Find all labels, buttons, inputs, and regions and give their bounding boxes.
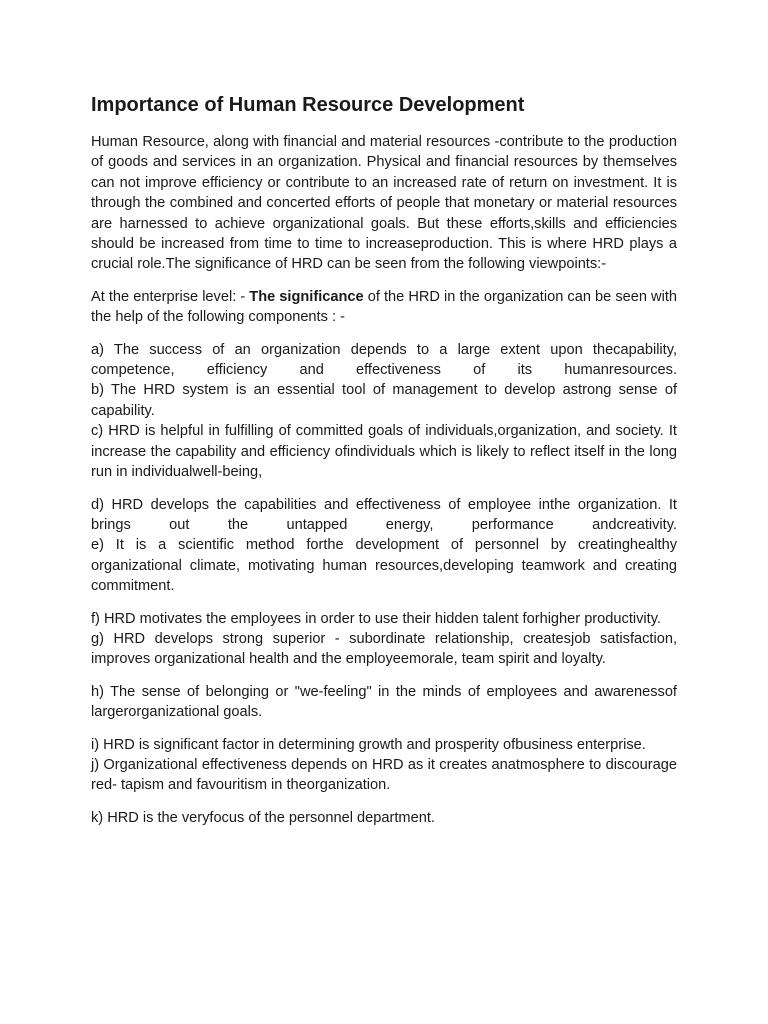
components-group-1 bbox=[91, 340, 677, 483]
item-e: e) It is a scientific method forthe development of personnel by creatinghealthy organizational climate, motivating human resources,developing teamwork and creating commitment. bbox=[91, 537, 677, 595]
item-d-line-1: d) HRD develops the capabilities and effectiveness of employee inthe organization. It bbox=[91, 496, 677, 513]
item-i: i) HRD is significant factor in determining growth and prosperity ofbusiness enterprise. bbox=[91, 736, 646, 753]
components-group-6 bbox=[91, 808, 677, 828]
item-j: j) Organizational effectiveness depends on HRD as it creates anatmosphere to discourage red- tapism and favouritism in theorganization. bbox=[91, 756, 677, 794]
item-b: b) The HRD system is an essential tool of management to develop astrong sense of capability. bbox=[91, 382, 677, 419]
components-group-5 bbox=[91, 735, 677, 796]
components-group-3 bbox=[91, 609, 677, 670]
enterprise-bold-text: The significance bbox=[249, 288, 364, 305]
components-group-2 bbox=[91, 495, 677, 597]
item-a-line-1: a) The success of an organization depends to a large extent upon thecapability, bbox=[91, 341, 677, 358]
item-f: f) HRD motivates the employees in order to use their hidden talent forhigher productivity. bbox=[91, 610, 661, 627]
enterprise-prefix: At the enterprise level: - bbox=[91, 288, 250, 305]
item-c: c) HRD is helpful in fulfilling of committed goals of individuals,organization, and society. It increase the capability and efficiency ofindividuals which is likely to reflect itself in the long run in individualwell-being, bbox=[91, 423, 677, 481]
enterprise-paragraph bbox=[91, 287, 677, 328]
item-h: h) The sense of belonging or "we-feeling" in the minds of employees and awarenessof largerorganizational goals. bbox=[91, 683, 677, 721]
components-group-4 bbox=[91, 682, 677, 723]
item-a-line-2: competence, efficiency and effectiveness of its humanresources. bbox=[91, 362, 677, 379]
document-page bbox=[91, 92, 677, 840]
item-g: g) HRD develops strong superior - subordinate relationship, createsjob satisfaction, improves organizational health and the employeemorale, team spirit and loyalty. bbox=[91, 630, 677, 668]
document-title: Importance of Human Resource Development bbox=[91, 94, 525, 116]
enterprise-suffix: of the HRD in the organization can be seen with the help of the following components : - bbox=[91, 288, 677, 326]
intro-paragraph: Human Resource, along with financial and material resources -contribute to the production of goods and services in an organization. Physical and financial resources by themselves can not improve efficiency or contribute to an increased rate of return on investment. It is through the combined and concerted efforts of people that monetary or material resources are harnessed to achieve organizational goals. But these efforts,skills and efficiencies should be increased from time to time to increaseproduction. This is where HRD plays a crucial role.The significance of HRD can be seen from the following viewpoints:- bbox=[91, 134, 677, 273]
item-d-line-2: brings out the untapped energy, performance andcreativity. bbox=[91, 516, 677, 533]
item-k: k) HRD is the veryfocus of the personnel department. bbox=[91, 809, 435, 826]
